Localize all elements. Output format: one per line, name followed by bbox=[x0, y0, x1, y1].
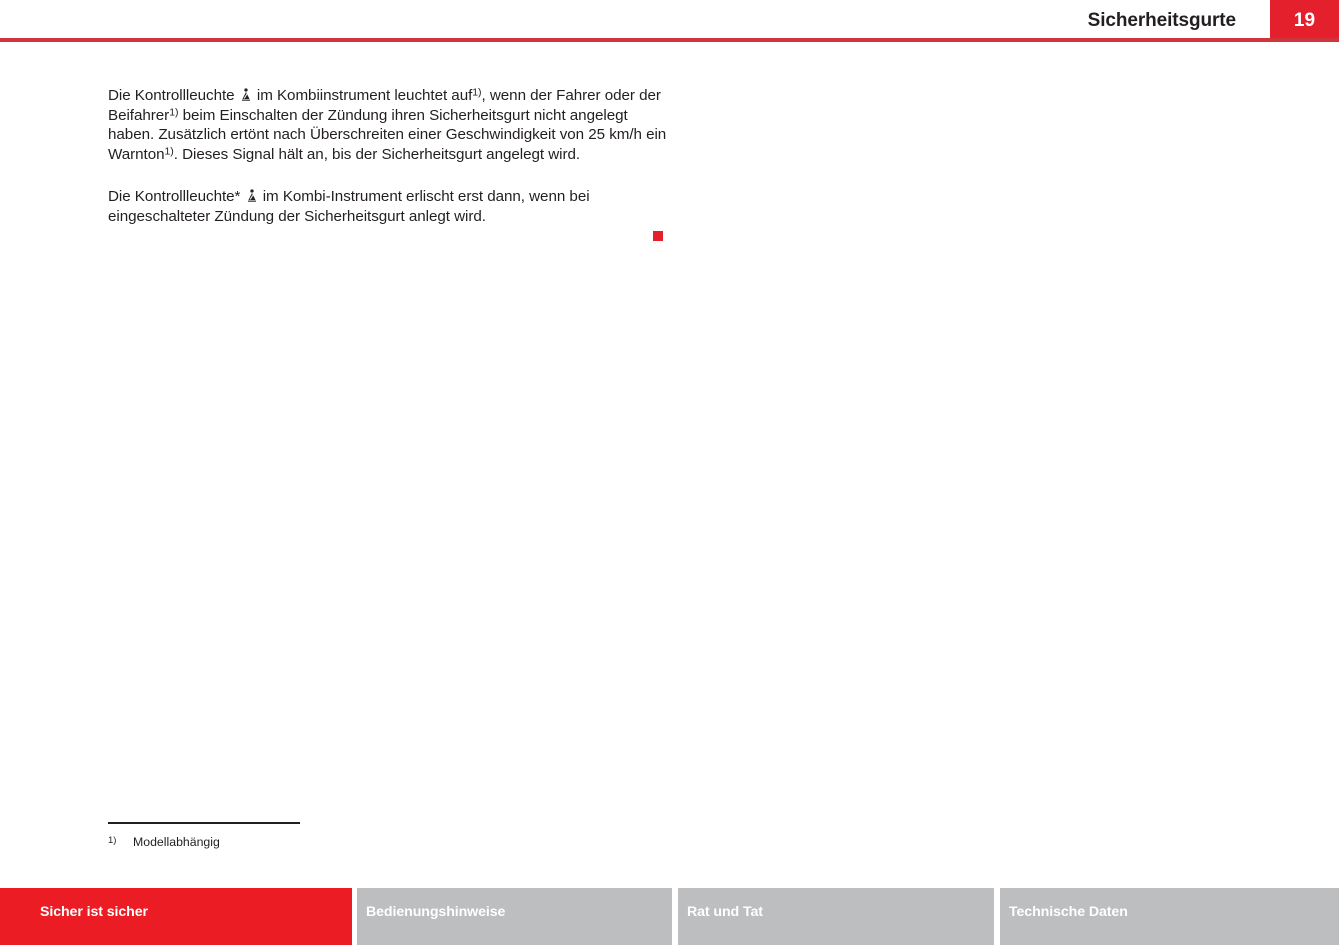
paragraph-1: Die Kontrollleuchte im Kombiinstrument leuchtet auf$^{1)}$, wenn der Fahrer oder der Beifahrer$^{1)}$ beim Einschalten der Zündung ihren Sicherheitsgurt nicht angelegt haben. Zusätzlich ertönt nach Überschreiten einer Geschwindigkeit von 25 km/h ein Warnton$^{1)}$. Dieses Signal hält an, bis der Sicherheitsgurt angelegt wird. bbox=[108, 86, 667, 164]
footnote-marker: 1) bbox=[108, 834, 117, 846]
footnote-text: Modellabhängig bbox=[133, 834, 220, 849]
footer-tab-bedienungshinweise[interactable] bbox=[357, 888, 672, 945]
page-title: Sicherheitsgurte bbox=[1087, 10, 1236, 31]
footer-tab-bar bbox=[0, 888, 1339, 945]
seatbelt-warning-icon bbox=[240, 88, 252, 102]
page-header bbox=[0, 0, 1339, 42]
footer-tab-label: Bedienungshinweise bbox=[366, 904, 506, 920]
footnote-reference: 1) bbox=[472, 86, 482, 99]
footer-tab-rat-und-tat[interactable] bbox=[678, 888, 994, 945]
paragraph-2: Die Kontrollleuchte* im Kombi-Instrument erlischt erst dann, wenn bei eingeschalteter Zündung der Sicherheitsgurt anlegt wird. bbox=[108, 187, 590, 225]
footer-tab-label: Technische Daten bbox=[1009, 904, 1128, 920]
footnote-reference: 1) bbox=[164, 145, 174, 158]
footer-tab-label: Rat und Tat bbox=[687, 904, 763, 920]
footnote-item bbox=[108, 834, 508, 852]
footer-tab-label: Sicher ist sicher bbox=[40, 904, 148, 920]
header-divider-rule bbox=[0, 38, 1339, 42]
page-number-block bbox=[1270, 0, 1339, 42]
page-number: 19 bbox=[1293, 10, 1316, 31]
seatbelt-warning-icon bbox=[246, 189, 258, 203]
footnote-reference: 1) bbox=[169, 106, 179, 119]
section-end-marker bbox=[653, 231, 663, 241]
footer-tab-technische-daten[interactable] bbox=[1000, 888, 1339, 945]
main-content bbox=[108, 86, 673, 248]
footnote-area bbox=[108, 822, 508, 852]
footer-tab-sicher-ist-sicher[interactable] bbox=[0, 888, 352, 945]
footnote-separator-rule bbox=[108, 822, 300, 824]
